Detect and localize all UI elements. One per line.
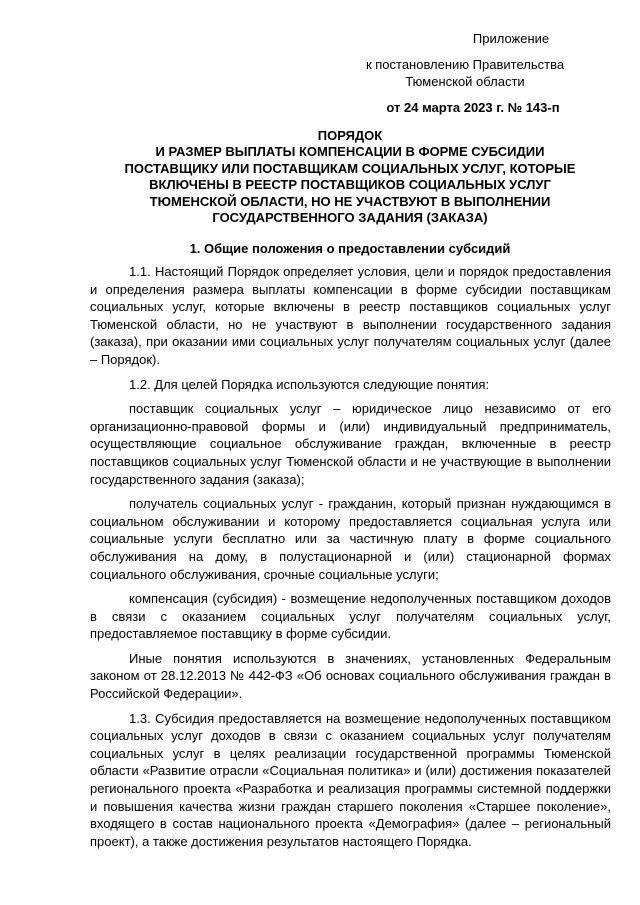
paragraph: поставщик социальных услуг – юридическое лицо независимо от его организационно-правовой формы и (или) индивидуальный предприниматель, осуществляющие социальное обслуживание граждан, включенные в реестр поставщиков социальных услуг Тюменской области и не участвующие в выполнении государственного задания (заказа); xyxy=(90,401,611,487)
heading-line: ПОРЯДОК xyxy=(317,128,383,143)
paragraph: получатель социальных услуг - гражданин, который признан нуждающимся в социальном обслуживании и которому предоставляется социальная услуга или социальные услуги бесплатно или за частичную плату в форме социального обслуживания на дому, в полустационарной и (или) стационарной формах социального обслуживания, срочные социальные услуги; xyxy=(90,496,611,582)
document-heading xyxy=(90,128,610,226)
appendix-title: Приложение xyxy=(472,31,550,46)
paragraph: Иные понятия используются в значениях, установленных Федеральным законом от 28.12.2013 № 442-ФЗ «Об основах социального обслуживания граждан в Российской Федерации». xyxy=(90,650,611,702)
appendix-date: от 24 марта 2023 г. № 143-п xyxy=(386,100,560,115)
heading-line: ТЮМЕНСКОЙ ОБЛАСТИ, НО НЕ УЧАСТВУЮТ В ВЫПОЛНЕНИИ xyxy=(149,193,551,209)
heading-line: ВКЛЮЧЕНЫ В РЕЕСТР ПОСТАВЩИКОВ СОЦИАЛЬНЫХ УСЛУГ xyxy=(149,177,551,193)
paragraph: 1.1. Настоящий Порядок определяет условия, цели и порядок предоставления и определения размера выплаты компенсации в форме субсидии поставщикам социальных услуг, которые включены в реестр поставщиков социальных услуг Тюменской области, но не участвуют в выполнении государственного задания (заказа), при оказании ими социальных услуг получателям социальных услуг (далее – Порядок). xyxy=(90,264,611,367)
heading-line: ПОСТАВЩИКУ ИЛИ ПОСТАВЩИКАМ СОЦИАЛЬНЫХ УСЛУГ, КОТОРЫЕ xyxy=(124,160,576,176)
heading-line: ГОСУДАРСТВЕННОГО ЗАДАНИЯ (ЗАКАЗА) xyxy=(212,210,488,226)
paragraph: 1.2. Для целей Порядка используются следующие понятия: xyxy=(129,376,490,392)
heading-line: И РАЗМЕР ВЫПЛАТЫ КОМПЕНСАЦИИ В ФОРМЕ СУБСИДИИ xyxy=(155,144,545,160)
appendix-line-2: Тюменской области xyxy=(405,74,525,89)
paragraph: 1.3. Субсидия предоставляется на возмещение недополученных поставщиком социальных услуг доходов в связи с оказанием социальных услуг получателям социальных услуг в целях реализации государственной программы Тюменской области «Развитие отрасли «Социальная политика» и (или) достижения показателей регионального проекта «Разработка и реализация программы системной поддержки и повышения качества жизни граждан старшего поколения «Старшее поколение», входящего в состав национального проекта «Демография» (далее – региональный проект), а также достижения результатов настоящего Порядка. xyxy=(90,710,611,849)
section-title: 1. Общие положения о предоставлении субсидий xyxy=(189,241,511,256)
document-body xyxy=(90,263,611,857)
appendix-line-1: к постановлению Правительства xyxy=(365,57,565,72)
appendix-block xyxy=(345,30,585,116)
paragraph: компенсация (субсидия) - возмещение недополученных поставщиком доходов в связи с оказанием социальных услуг получателям социальных услуг, предоставляемое поставщику в форме субсидии. xyxy=(90,591,611,642)
